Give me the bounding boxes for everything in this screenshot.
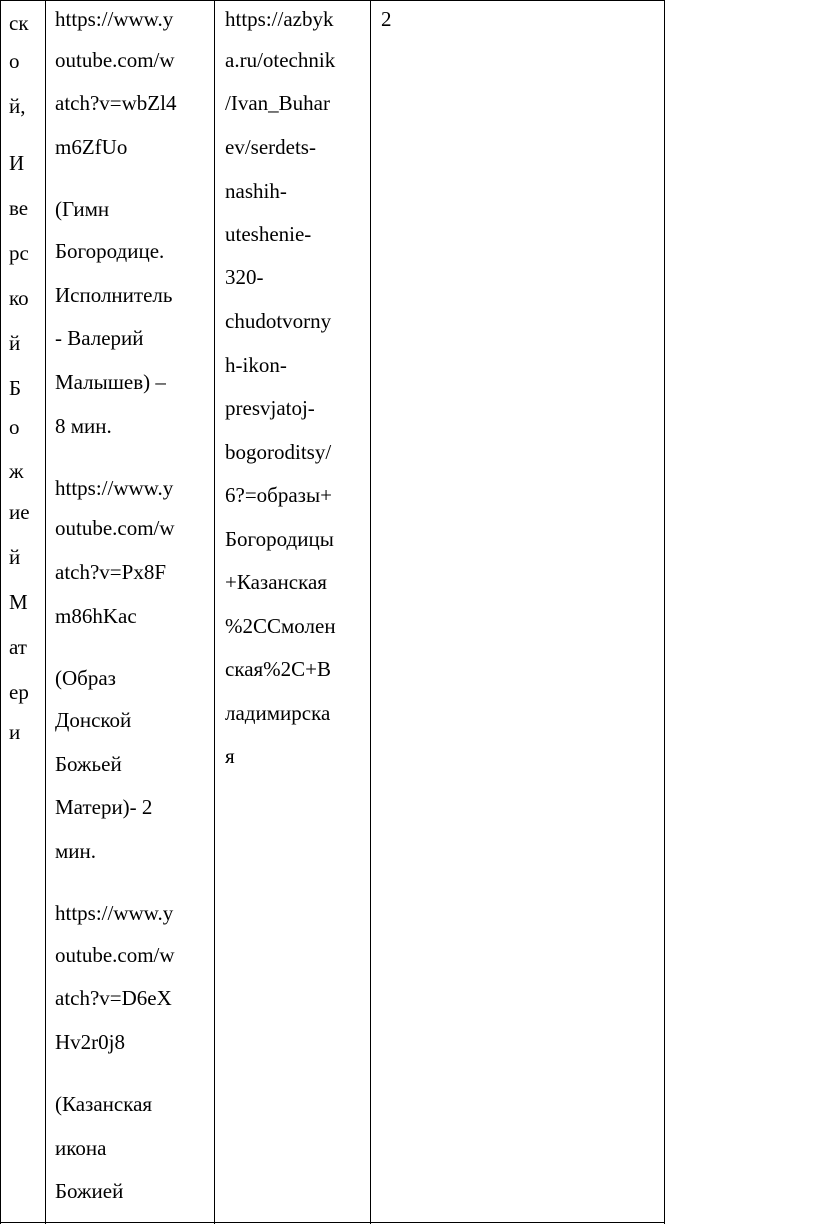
cell-text-line[interactable]: 6?=образы+ (225, 483, 332, 507)
cell-text-line[interactable]: outube.com/w (55, 48, 175, 72)
cell-text-line[interactable]: ская%2C+В (225, 657, 332, 681)
cell-text-line: ат (9, 635, 27, 659)
cell-text-line: Донской (55, 708, 132, 732)
table-cell-url (215, 0, 370, 1224)
cell-text-line: Б (9, 376, 22, 400)
cell-text-line: икона (55, 1136, 107, 1160)
cell-text-line[interactable]: ладимирска (225, 701, 331, 725)
cell-text-line: Божией (55, 1179, 124, 1203)
cell-text-line[interactable]: https://www.y (55, 901, 174, 925)
cell-text-line: Богородице. (55, 239, 165, 263)
table-cell-hours (371, 0, 664, 1224)
cell-text-line[interactable]: a.ru/otechnik (225, 48, 336, 72)
cell-text-line[interactable]: h-ikon- (225, 353, 287, 377)
cell-text-line: Божьей (55, 752, 122, 776)
cell-text-line: ж (9, 459, 24, 483)
cell-text-line: о (9, 49, 20, 73)
cell-text-line[interactable]: uteshenie- (225, 222, 312, 246)
cell-text-line[interactable]: chudotvorny (225, 309, 332, 333)
cell-text-line[interactable]: Hv2r0j8 (55, 1030, 125, 1054)
cell-text-line[interactable]: https://www.y (55, 476, 174, 500)
cell-text-line[interactable]: bogoroditsy/ (225, 440, 332, 464)
cell-text-line: ие (9, 500, 30, 524)
table-cell-vertical-title (0, 0, 45, 1224)
cell-text-line[interactable]: /Ivan_Buhar (225, 91, 330, 115)
cell-text-line[interactable]: Богородицы (225, 527, 334, 551)
cell-text-line: (Гимн (55, 197, 110, 221)
cell-text-line[interactable]: m86hKac (55, 604, 137, 628)
cell-text-line[interactable]: outube.com/w (55, 943, 175, 967)
cell-text-line: ск (9, 11, 29, 35)
cell-text-line[interactable]: 320- (225, 265, 264, 289)
cell-text-line: (Казанская (55, 1092, 153, 1116)
cell-text-line: и (9, 720, 21, 744)
cell-text-line: 2 (381, 7, 392, 31)
cell-text-line[interactable]: %2CСмолен (225, 614, 336, 638)
cell-text-line[interactable]: я (225, 744, 235, 768)
cell-text-line: Исполнитель (55, 283, 173, 307)
cell-text-line: рс (9, 241, 29, 265)
table-cell-links (46, 0, 214, 1224)
cell-text-line[interactable]: atch?v=wbZl4 (55, 91, 177, 115)
cell-text-line: М (9, 590, 28, 614)
cell-text-line[interactable]: https://www.y (55, 7, 174, 31)
table-right-border (664, 0, 665, 1224)
cell-text-line[interactable]: presvjatoj- (225, 396, 315, 420)
cell-text-line[interactable]: nashih- (225, 179, 287, 203)
cell-text-line: ко (9, 286, 29, 310)
cell-text-line: - Валерий (55, 326, 144, 350)
cell-text-line[interactable]: https://azbyk (225, 7, 334, 31)
cell-text-line[interactable]: outube.com/w (55, 516, 175, 540)
cell-text-line: мин. (55, 839, 97, 863)
cell-text-line[interactable]: atch?v=D6eX (55, 986, 172, 1010)
cell-text-line: Матери)- 2 (55, 795, 153, 819)
cell-text-line: Малышев) – (55, 370, 166, 394)
cell-text-line[interactable]: atch?v=Px8F (55, 560, 166, 584)
cell-text-line: й (9, 545, 21, 569)
cell-text-line: о (9, 415, 20, 439)
cell-text-line: ер (9, 680, 29, 704)
cell-text-line: й, (9, 94, 26, 118)
cell-text-line: ве (9, 196, 29, 220)
cell-text-line: 8 мин. (55, 414, 112, 438)
cell-text-line: й (9, 331, 21, 355)
cell-text-line: (Образ (55, 666, 116, 690)
cell-text-line: И (9, 151, 25, 175)
cell-text-line[interactable]: m6ZfUo (55, 135, 128, 159)
cell-text-line[interactable]: +Казанская (225, 570, 327, 594)
cell-text-line[interactable]: ev/serdets- (225, 135, 316, 159)
